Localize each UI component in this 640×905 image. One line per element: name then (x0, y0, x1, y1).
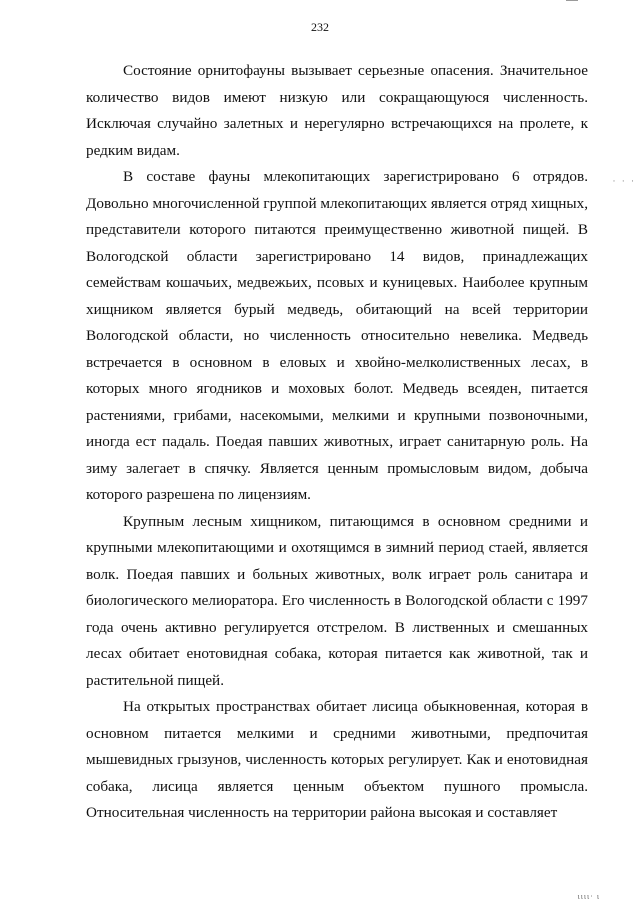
paragraph-mammals-predators: В составе фауны млекопитающих зарегистрировано 6 отрядов. Довольно многочисленной группой млекопитающих является отряд хищных, представители которого питаются преимущественно животной пищей. В Вологодской области зарегистрировано 14 видов, принадлежащих семействам кошачьих, медвежьих, псовых и куницевых. Наиболее крупным хищником является бурый медведь, обитающий на всей территории Вологодской области, но численность относительно невелика. Медведь встречается в основном в еловых и хвойно-мелколиственных лесах, в которых много ягодников и моховых болот. Медведь всеяден, питается растениями, грибами, насекомыми, мелкими и крупными позвоночными, иногда ест падаль. Поедая павших животных, играет санитарную роль. На зиму залегает в спячку. Является ценным промысловым видом, добыча которого разрешена по лицензиям. (86, 168, 588, 503)
scan-footer-mark: ιιιι· ι (577, 892, 600, 901)
page-number: 232 (311, 20, 329, 34)
paragraph-wolf-raccoon-dog: Крупным лесным хищником, питающимся в основном средними и крупными млекопитающими и охотящимся в зимний период стаей, является волк. Поедая павших и больных животных, волк играет роль санитара и биологического мелиоратора. Его численность в Вологодской области с 1997 года очень активно регулируется отстрелом. В лиственных и смешанных лесах обитает енотовидная собака, которая питается как животной, так и растительной пищей. (86, 512, 588, 689)
scan-edge-dots: · · · (612, 176, 636, 186)
paragraph-ornithofauna: Состояние орнитофауны вызывает серьезные опасения. Значительное количество видов имеют низкую или сокращающуюся численность. Исключая случайно залетных и нерегулярно встречающихся на пролете, к редким видам. (86, 62, 588, 159)
paragraph-fox: На открытых пространствах обитает лисица обыкновенная, которая в основном питается мелкими и средними животными, предпочитая мышевидных грызунов, численность которых регулирует. Как и енотовидная собака, лисица является ценным объектом пушного промысла. Относительная численность на территории района высокая и составляет (86, 698, 588, 821)
scan-corner-mark (566, 0, 578, 4)
document-body (86, 58, 588, 827)
